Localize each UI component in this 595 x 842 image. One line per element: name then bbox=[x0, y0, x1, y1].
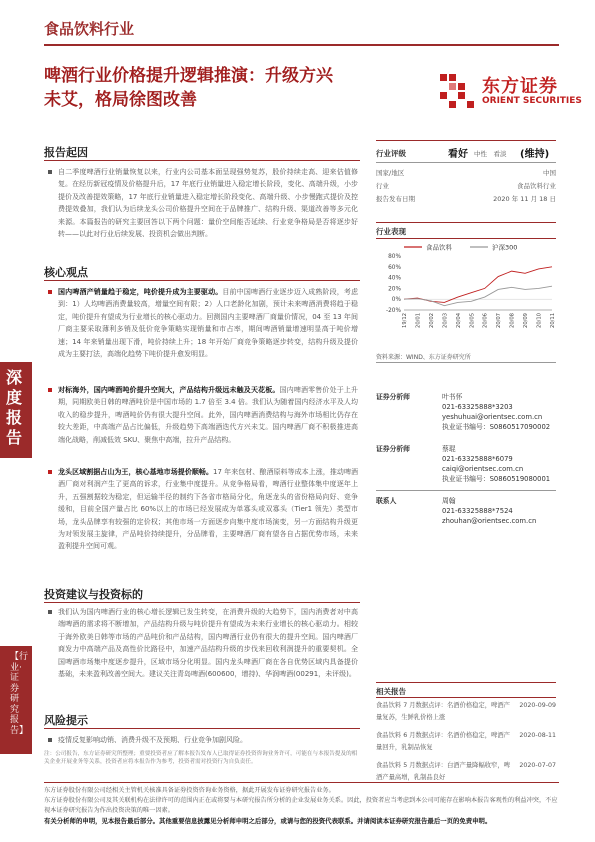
analyst-phone-1: 021-63325888*3203 bbox=[442, 403, 513, 411]
contact-phone: 021-63325888*7524 bbox=[442, 507, 513, 515]
core-point-2-lead: 对标海外，国内啤酒吨价提升空间大，产品结构升级远未触及天花板。 bbox=[58, 386, 280, 394]
perf-top-rule bbox=[376, 222, 556, 223]
core-point-1 bbox=[58, 286, 358, 360]
rating-top-rule bbox=[376, 140, 556, 141]
origin-paragraph bbox=[58, 166, 358, 240]
series-line-1 bbox=[404, 267, 552, 303]
perf-source: 资料来源：WIND、东方证券研究所 bbox=[376, 354, 471, 361]
origin-rule bbox=[44, 160, 360, 161]
y-tick-label: 60% bbox=[388, 264, 401, 271]
y-tick-label: 0% bbox=[391, 297, 401, 304]
related-date-1: 2020-09-09 bbox=[519, 702, 556, 709]
x-tick-label: 20/11 bbox=[550, 313, 556, 328]
core-point-3-lead: 龙头区域割据占山为王，核心基地市场提价顺畅。 bbox=[58, 468, 213, 476]
y-tick-label: 20% bbox=[388, 286, 401, 293]
core-point-2-text: 国内啤酒零售价处于上升期，同期欧美日韩的啤酒吨价是中国市场的 1.7 倍至 3.4 倍。我们认为随着国内经济水平及人均收入的稳步提升，啤酒吨价仍有很大提升空间。此外，国内啤酒消费结构与海外市场相比仍存在较大差距，中高端产品占比偏低，升级趋势下高端酒迭代方兴未艾。国内啤酒厂商不积极推进高端化战略，削减低效 SKU、聚焦中高端，拉升产品结构。 bbox=[58, 386, 359, 444]
risk-paragraph bbox=[58, 734, 358, 746]
core-point-1-lead: 国内啤酒产销量趋于稳定，吨价提升成为主要驱动。 bbox=[58, 288, 223, 296]
title-line-1: 啤酒行业价格提升逻辑推演：升级方兴 bbox=[44, 66, 333, 86]
sector-title: 食品饮料行业 bbox=[44, 20, 135, 38]
rating-val-industry: 食品饮料行业 bbox=[517, 182, 556, 190]
y-tick-label: 40% bbox=[388, 275, 401, 282]
analyst-phone-2: 021-63325888*6079 bbox=[442, 455, 513, 463]
report-type-label: 深度报告 bbox=[6, 368, 23, 447]
company-logo-mark bbox=[440, 74, 474, 108]
related-title-rule bbox=[376, 697, 556, 698]
related-item-1[interactable]: 食品饮料 7 月数据点评：名酒价格稳定，啤酒产量复苏，生鲜乳价格上涨 bbox=[376, 702, 510, 721]
analyst-name-2: 蔡琨 bbox=[442, 445, 456, 453]
related-title: 相关报告 bbox=[376, 687, 406, 696]
bullet-icon bbox=[48, 388, 52, 392]
perf-title-rule bbox=[376, 238, 556, 239]
contact-email[interactable]: zhouhan@orientsec.com.cn bbox=[442, 517, 537, 525]
contact-role: 联系人 bbox=[376, 497, 397, 505]
contact-name: 周翰 bbox=[442, 497, 456, 505]
rating-maintain: (维持) bbox=[520, 149, 550, 160]
series-line-2 bbox=[404, 286, 552, 305]
analyst-cert-1: 执业证书编号：S0860517090002 bbox=[442, 423, 551, 431]
x-tick-label: 20/04 bbox=[455, 313, 462, 328]
related-date-2: 2020-08-11 bbox=[519, 732, 556, 739]
risk-text: 疫情反复影响动销、消费升级不及预期、行业竞争加剧风险。 bbox=[58, 736, 247, 744]
report-category-label: 【行业·证券研究报告】 bbox=[10, 652, 29, 736]
core-point-3 bbox=[58, 466, 358, 553]
analyst-role-1: 证券分析师 bbox=[376, 393, 410, 401]
perf-bottom-rule bbox=[376, 362, 556, 363]
core-rule bbox=[44, 280, 360, 281]
analyst-divider bbox=[376, 490, 556, 491]
invest-text: 我们认为国内啤酒行业的核心增长逻辑已发生转变，在消费升级的大趋势下，国内消费者对中高端啤酒的需求将不断增加，产品结构升级与吨价提升有望成为未来行业增长的核心驱动力。相较于海外欧美日韩等市场的产品吨价和产品结构，国内啤酒行业仍有很大的提升空间。国内啤酒厂商发力中高端产品及高性价比路径中，加速产品结构升级的步伐来回收利润提升的重要契机。全国啤酒市场集中度逐步提升，区域市场分化明显。国内龙头啤酒厂商在各自优势区域内具备提价基础，未来盈利改善空间大。建议关注青岛啤酒(600600，增持)、华润啤酒(00291，未评级)。 bbox=[58, 608, 358, 679]
header-rule bbox=[44, 44, 559, 46]
footer-line-2: 东方证券股份有限公司及其关联机构在法律许可的范围内正在或将要与本研究报告所分析的企业发展业务关系。因此，投资者应当考虑到本公司可能存在影响本报告客观性的利益冲突，不应视本证券研究报告为作出投资决策的唯一因素。 bbox=[44, 797, 558, 814]
bullet-icon bbox=[48, 290, 52, 294]
core-point-3-text: 17 年来包材、酿酒原料等成本上涨，推动啤酒酒厂商对利润产生了更高的诉求，行业集中度提升。从竞争格局看，啤酒行业整体集中度逐年上升，五强割据较为稳定，但运输半径的制约下各省市格局分化，角逐龙头的省份格局向好、竞争缓和，目前全国产量占比 60%以上的市场已经发展成为单寡头或双寡头（Tier1 领先）类型市场，龙头品牌享有较强的定价权；其他市场一方面逐步向集中度市场演变，另一方面结构升级更为对领发展主旋律，产品吨价持续提升，分品牌看，主要啤酒厂商有望各自占据优势市场，未来盈利提升空间可观。 bbox=[58, 468, 358, 551]
y-tick-label: 80% bbox=[388, 254, 401, 260]
footer-line-3: 有关分析师的申明，见本报告最后部分。其他重要信息披露见分析师申明之后部分，或请与您的投资代表联系。并请阅读本证券研究报告最后一页的免责申明。 bbox=[44, 817, 492, 825]
rating-label: 行业评级 bbox=[376, 149, 406, 158]
rating-key-industry: 行业 bbox=[376, 182, 389, 190]
x-tick-label: 20/10 bbox=[536, 313, 543, 328]
x-tick-label: 20/08 bbox=[509, 313, 516, 328]
footer-rule bbox=[44, 782, 559, 783]
related-top-rule bbox=[376, 682, 556, 683]
bullet-icon bbox=[48, 738, 52, 742]
invest-heading: 投资建议与投资标的 bbox=[44, 588, 143, 601]
company-name-en: ORIENT SECURITIES bbox=[482, 96, 582, 106]
legend-label-a: 食品饮料 bbox=[426, 243, 452, 252]
chart-plot-area bbox=[386, 254, 556, 328]
analyst-email-2[interactable]: caiqi@orientsec.com.cn bbox=[442, 465, 524, 473]
x-tick-label: 20/05 bbox=[469, 313, 476, 328]
bullet-icon bbox=[48, 610, 52, 614]
x-tick-label: 20/01 bbox=[415, 313, 422, 328]
x-tick-label: 20/06 bbox=[482, 313, 489, 328]
core-heading: 核心观点 bbox=[44, 266, 88, 279]
invest-paragraph bbox=[58, 606, 358, 680]
related-date-3: 2020-07-07 bbox=[519, 762, 556, 769]
x-tick-label: 20/02 bbox=[428, 313, 435, 328]
x-tick-label: 20/03 bbox=[442, 313, 449, 328]
bullet-icon bbox=[48, 470, 52, 474]
rating-value: 看好 bbox=[448, 149, 468, 160]
analyst-cert-2: 执业证书编号：S0860519080001 bbox=[442, 475, 551, 483]
rating-key-date: 报告发布日期 bbox=[376, 195, 415, 203]
legend-label-b: 沪深300 bbox=[492, 243, 518, 252]
origin-text: 自二季度啤酒行业销量恢复以来，行业内公司基本面呈现强势复苏，股价持续走高、迎来估值修复。在经历新冠疫情及价格提升后，17 年底行业销量进入稳定增长阶段，变化、高端升级，小步提价及改善提效策略，17 年底行业销量进入稳定增长阶段变化、高端升级、小步慢跑式提价及控费提效叠加，我们认为后续龙头公司价格提升空间在于品牌推广、结构升级、渠道改善等多元化来源。本篇报告的研究主要回答以下两个问题：量价空间能否延续、行业竞争格局是否将逐步好转——以此对行业后续发展、投资机会做出判断。 bbox=[58, 168, 358, 239]
invest-rule bbox=[44, 602, 360, 603]
chart-legend bbox=[404, 243, 517, 252]
title-line-2: 未艾，格局徐图改善 bbox=[44, 90, 197, 110]
report-title bbox=[44, 64, 404, 112]
risk-heading: 风险提示 bbox=[44, 714, 88, 727]
core-point-1-text: 目前中国啤酒行业逐步迈入成熟阶段，考虑到：1）人均啤酒消费量较高，增量空间有限；2）人口老龄化加剧，预计未来啤酒消费将趋于稳定，吨价提升有望成为行业增长的核心驱动力。回测国内主要啤酒厂商量价情况，04 至 13 年间厂商主要采取薄利多销及低价竞争策略实现销量和市占率，期间啤酒销量增速明显高于吨价增速；14 年来销量出现下滑，吨价持续上升；18 年开始厂商竞争策略逐步转变，结构升级及提价成为主要打法，高端化趋势下吨价提升愈发明显。 bbox=[58, 288, 359, 359]
company-name-cn: 东方证券 bbox=[482, 76, 558, 97]
risk-rule bbox=[44, 728, 360, 729]
left-disclaimer: 注：公司报告，东方证券研究所整理；重要投资者应了解本报告发布人已取得证券投资咨询业务许可，可能在与本报告提及的相关企业开展业务等关系，投资者应将本报告作为参考，投资者需对投资行为自负责任。 bbox=[44, 751, 358, 765]
perf-title: 行业表现 bbox=[376, 227, 406, 236]
analyst-email-1[interactable]: yeshuhuai@orientsec.com.cn bbox=[442, 413, 543, 421]
origin-heading: 报告起因 bbox=[44, 146, 88, 159]
industry-performance-chart bbox=[374, 240, 558, 334]
x-tick-label: 20/09 bbox=[523, 313, 530, 328]
rating-mid-rule bbox=[376, 162, 556, 163]
x-tick-label: 20/07 bbox=[496, 313, 503, 328]
related-item-3[interactable]: 食品饮料 5 月数据点评：白酒产量降幅收窄，啤酒产量高增，乳制品良好 bbox=[376, 762, 510, 781]
x-tick-label: 19/12 bbox=[402, 313, 408, 328]
analyst-role-2: 证券分析师 bbox=[376, 445, 410, 453]
core-point-2 bbox=[58, 384, 358, 446]
rating-options: 中性 看淡 bbox=[474, 150, 507, 158]
analyst-name-1: 叶书怀 bbox=[442, 393, 463, 401]
related-item-2[interactable]: 食品饮料 6 月数据点评：名酒价格稳定，啤酒产量回升，乳制品恢复 bbox=[376, 732, 510, 751]
y-tick-label: -20% bbox=[386, 308, 401, 314]
footer-line-1: 东方证券股份有限公司经相关主管机关核准具备证券投资咨询业务资格，据此开展发布证券研究报告业务。 bbox=[44, 787, 335, 794]
rating-key-region: 国家/地区 bbox=[376, 169, 405, 177]
rating-val-region: 中国 bbox=[543, 169, 556, 177]
bullet-icon bbox=[48, 170, 52, 174]
rating-val-date: 2020 年 11 月 18 日 bbox=[493, 195, 556, 203]
